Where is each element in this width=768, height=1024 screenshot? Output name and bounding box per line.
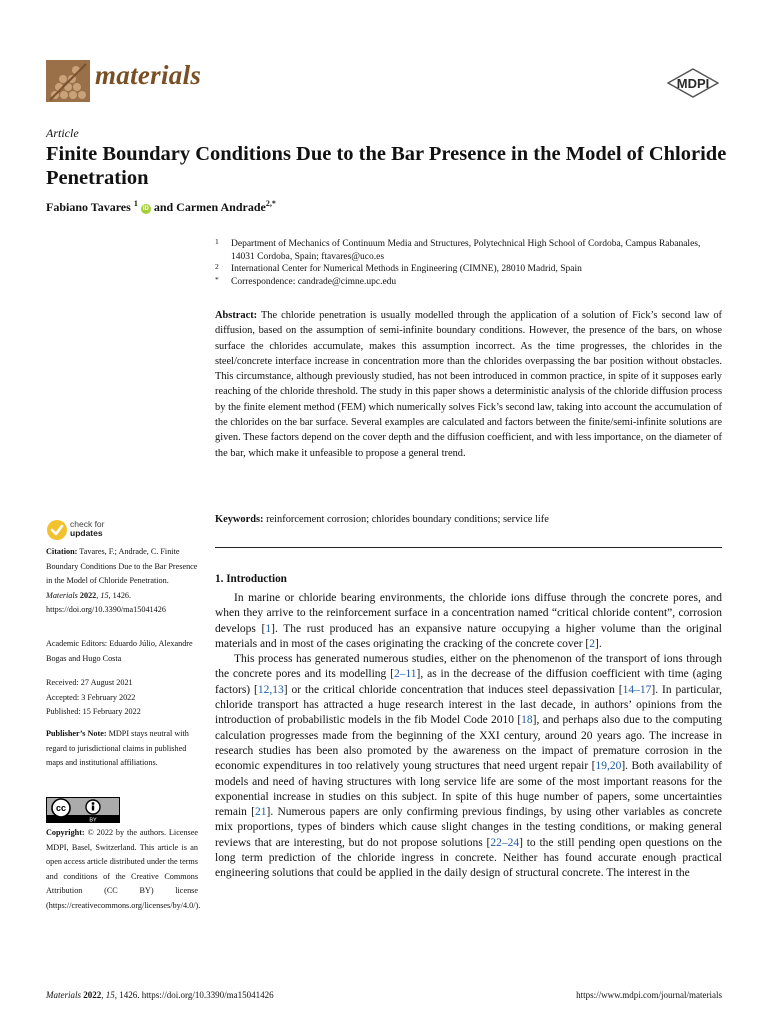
keywords-text: reinforcement corrosion; chlorides boundary conditions; service life [266,514,549,525]
paragraph [215,652,722,881]
footer-journal: Materials [46,990,81,1000]
abstract-text: The chloride penetration is usually modelled through the application of a solution of Fick’s second law of diffusion, based on the assumption of semi-infinite boundary conditions. However, the presence of the bars, on whose surface the chlorides accumulate, makes this assumption incorrect. As the time progresses, the chlorides in the steel/concrete interface increase in concentration more than the chlorides overpassing the bar position without obstacles. This circumstance, although previously studied, has not been introduced in common practice, in spite of it supposes early reaching of the chloride threshold. The study in this paper shows a deterministic analysis of the chloride diffusion process by the finite element method (FEM) which numerically solves Fick’s second law, taking into account the accumulation of the chlorides on the bar surface. Several examples are calculated and factors between the finite/semi-infinite solutions are given. These factors depend on the cover depth and the diffusion coefficient, and with less importance, on the diameter of the bar, which make it unfeasible to propose a general trend. [215,310,722,459]
publisher-note-label: Publisher’s Note: [46,729,107,738]
affiliation-text: International Center for Numerical Methods in Engineering (CIMNE), 28010 Madrid, Spain [231,264,582,274]
text-run: ]. Both availability of models and need of having structures with long service life are some of the most important reasons for the exponential increase in studies on this subject. In spite of this huge number of papers, some uncertainties remain [ [215,760,722,819]
affiliation-mark: 2 [215,262,219,271]
copyright [46,826,201,914]
reference-link[interactable]: 22–24 [490,836,520,849]
affiliation-item [215,276,715,289]
academic-editors: Academic Editors: Eduardo Júlio, Alexandre Bogas and Hugo Costa [46,639,193,663]
check-line2: updates [70,528,103,538]
citation-journal: Materials [46,590,78,600]
cc-text: cc [55,803,67,813]
author-connector: and [153,200,174,214]
intro-text [215,591,722,882]
citation-label: Citation: [46,547,78,556]
citation-year: 2022 [79,590,97,600]
check-for-updates-icon[interactable] [46,519,68,541]
affiliation-mark: 2,* [265,199,276,208]
abstract [215,308,722,461]
citation-doi[interactable]: , 1426. https://doi.org/10.3390/ma15041426 [46,590,166,615]
publisher-name: MDPI [676,76,710,91]
footer-volume: 15 [105,990,115,1000]
publisher-note [46,727,198,771]
reference-link[interactable]: 18 [521,714,533,727]
section-heading: 1. Introduction [215,573,287,585]
keywords-label: Keywords: [215,514,264,525]
published-date: Published: 15 February 2022 [46,707,141,717]
citation: Citation: Tavares, F.; Andrade, C. Finite Boundary Conditions Due to the Bar Presence in the Model of Chloride Penetration. Materials 2022, 15, 1426. https://doi.org/10.3390/ma15041426 [46,547,198,615]
affiliation-item [215,263,715,276]
article-type: Article [46,126,79,140]
affiliation-item [215,238,715,263]
received-date: Received: 27 August 2021 [46,678,133,687]
journal-logo-icon [46,60,90,102]
author-name[interactable]: Fabiano Tavares [46,200,131,214]
affiliation-mark: * [215,274,219,284]
footer-year: 2022 [83,990,102,1000]
text-run: ], and perhaps also due to the computing calculation progresses made from the beginning of the XXI century, around 20 years ago. The increase in research studies has been also promoted by the awareness on the impact of premature corrosion in the economic expenditures in too relatively young structures that need urgent repair [ [215,714,722,773]
check-for-updates-label[interactable] [70,520,105,538]
divider [215,547,722,548]
reference-link[interactable]: 12,13 [257,683,284,696]
footer-citation: Materials 2022, 15, 1426. https://doi.org/10.3390/ma15041426 [46,990,274,1000]
dates [46,676,198,720]
reference-link[interactable]: 2 [589,637,595,650]
text-run: ]. Numerous papers are only confirming previous findings, by using other variables as concrete mix proportions, types of binders which cause slight changes in the testing conditions, or making general reviews that are interesting, but do not propose solutions [ [215,806,722,849]
text-run: ] or the critical chloride concentration that induces steel depassivation [ [283,683,623,696]
affiliation-mark: 1 [215,237,219,246]
text-run: ]. The rust produced has an expansive nature occupying a higher volume than the original materials and in most of the cases originating the cracking of the concrete cover [ [215,622,722,650]
text-run: ]. In particular, chloride transport has attracted a huge research interest in the last decade, in authors’ opinions from the introduction of probabilistic models in the fib Model Code 2010 [ [215,683,722,727]
text-run: ], as in the decrease of the diffusion coefficient with time (aging factors) [ [215,668,722,696]
citation-volume: 15 [100,590,109,600]
affiliation-text: Correspondence: candrade@cimne.upc.edu [231,276,397,287]
abstract-label: Abstract: [215,310,258,321]
footer-journal-url[interactable]: https://www.mdpi.com/journal/materials [576,990,722,1000]
author-list [46,199,276,215]
reference-link[interactable]: 1 [265,622,272,635]
reference-link[interactable]: 19,20 [595,760,622,773]
citation-text: Tavares, F.; Andrade, C. Finite Boundary Conditions Due to the Bar Presence in the Model of Chloride Penetration. [46,547,198,586]
text-run: ] to the still pending open questions on the long term prediction of the chloride ingress in concrete. Neither has found accurate enough practical engineering solutions that could be applied in the daily design of structural concrete. The interest in the [215,836,722,880]
cc-by-license-icon[interactable] [46,797,120,823]
publisher-note-text: MDPI stays neutral with regard to jurisdictional claims in published maps and institutional affiliations. [46,729,189,768]
paragraph [215,591,722,652]
orcid-icon[interactable]: iD [142,206,149,212]
affiliation-mark: 1 [133,199,138,208]
affiliations [215,238,715,288]
check-line1: check for [70,519,105,529]
reference-link[interactable]: 14–17 [622,683,652,696]
article-title: Finite Boundary Conditions Due to the Bar Presence in the Model of Chloride Penetration [46,143,727,189]
copyright-label: Copyright: [46,828,85,837]
keywords [215,514,722,525]
footer-doi[interactable]: , 1426. https://doi.org/10.3390/ma15041426 [114,990,274,1000]
text-run: In marine or chloride bearing environments, the chloride ions diffuse through the concrete pores, and when they arrive to the reinforcement surface in a concentration named “critical chloride content”, corrosion develops [ [215,592,722,635]
copyright-text: © 2022 by the authors. Licensee MDPI, Basel, Switzerland. This article is an open access article distributed under the terms and conditions of the Creative Commons Attribution (CC BY) license (https://creativecommons.org/licenses/by/4.0/). [46,828,201,910]
text-run: ]. [595,637,602,650]
by-text: BY [89,817,97,823]
text-run: This process has generated numerous studies, either on the phenomenon of the transport of ions through the concrete pores and its modelling [ [215,653,722,681]
reference-link[interactable]: 21 [255,806,267,819]
accepted-date: Accepted: 3 February 2022 [46,692,136,702]
journal-name: materials [95,60,202,90]
affiliation-text: Department of Mechanics of Continuum Media and Structures, Polytechnical High School of Cordoba, Campus Rabanales, 14031 Cordoba, Spain; ftavares@uco.es [231,239,701,262]
author-name[interactable]: Carmen Andrade [176,200,266,214]
reference-link[interactable]: 2–11 [393,668,417,681]
